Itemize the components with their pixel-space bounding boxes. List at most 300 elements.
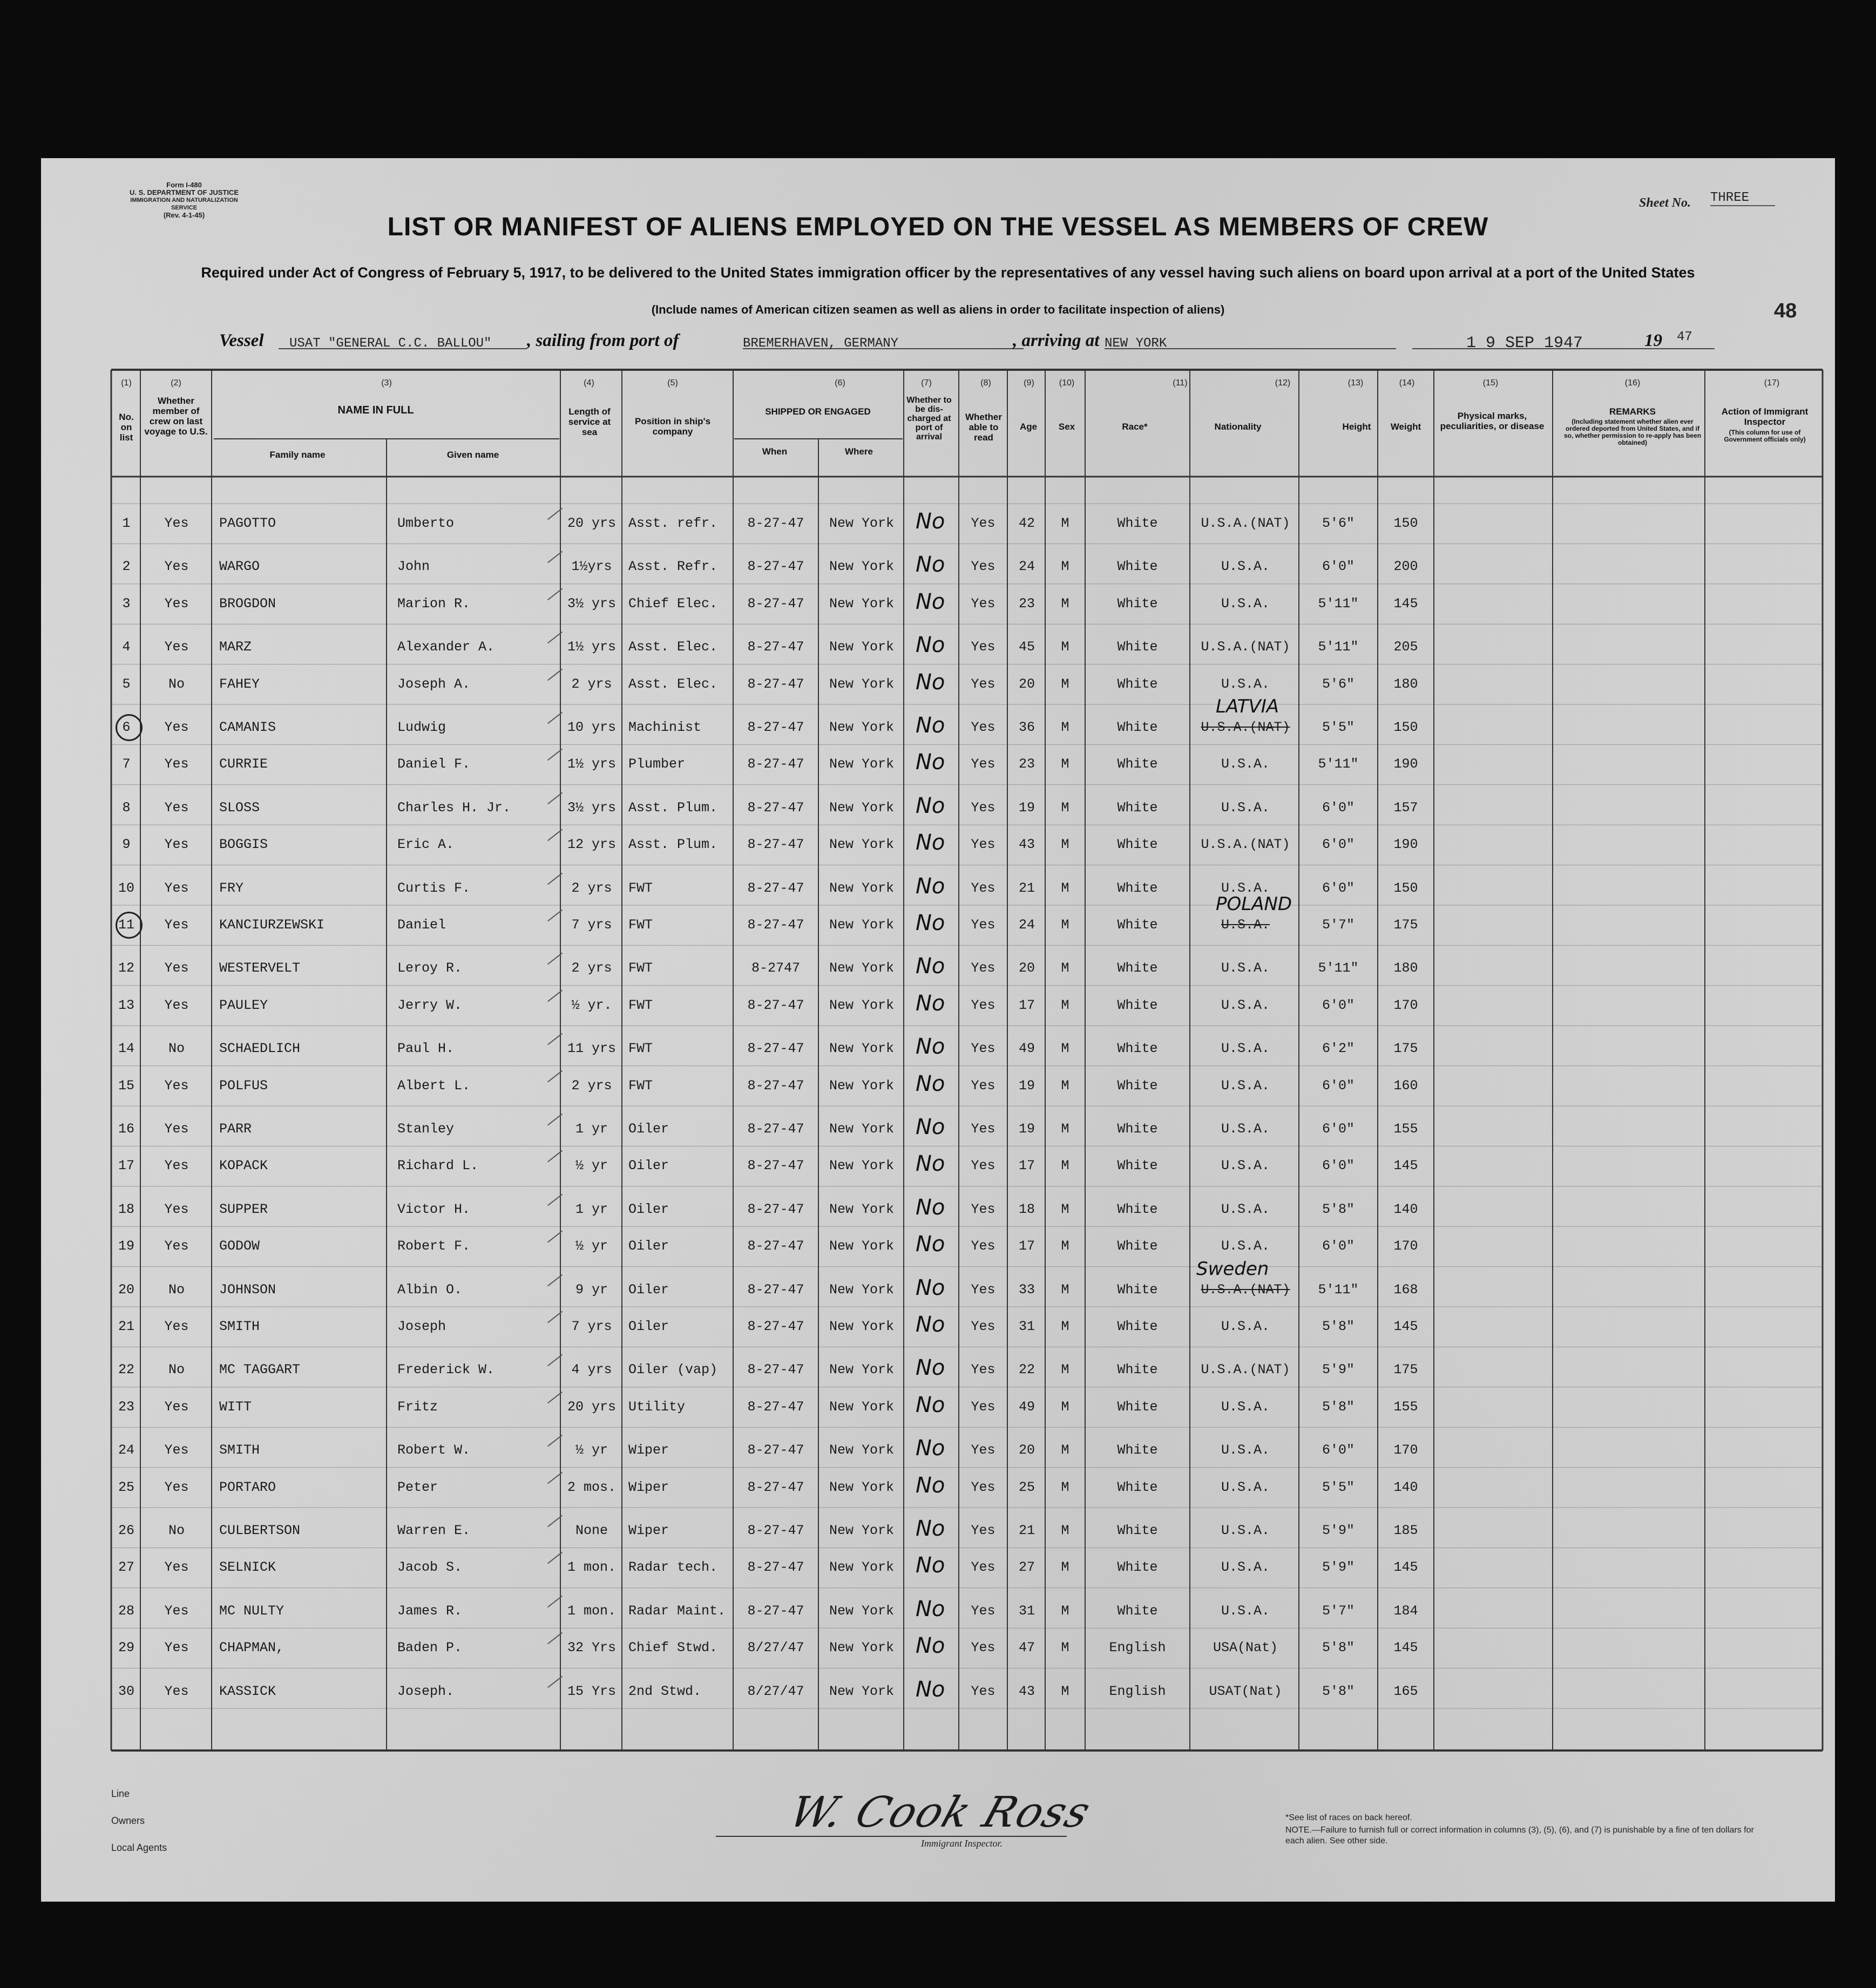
cell-where: New York bbox=[829, 1603, 895, 1619]
cell-race: White bbox=[1117, 837, 1158, 853]
cell-service: ½ yr. bbox=[571, 997, 612, 1013]
cell-age: 31 bbox=[1018, 1603, 1035, 1619]
cell-weight: 168 bbox=[1393, 1281, 1418, 1298]
col-num: (1) bbox=[121, 378, 132, 388]
cell-weight: 150 bbox=[1393, 880, 1418, 896]
cell-sex: M bbox=[1061, 1640, 1069, 1656]
cell-position: Oiler bbox=[628, 1281, 669, 1298]
cell-where: New York bbox=[829, 917, 895, 933]
row-number-circle bbox=[116, 714, 143, 741]
cell-read: Yes bbox=[971, 997, 995, 1013]
cell-height: 5'5" bbox=[1322, 720, 1354, 735]
note-label: NOTE. bbox=[1285, 1826, 1312, 1835]
cell-member: Yes bbox=[164, 1121, 189, 1137]
cell-sex: M bbox=[1061, 1362, 1069, 1378]
cell-member: No bbox=[168, 676, 185, 692]
cell-when: 8-2747 bbox=[751, 960, 800, 976]
cell-height: 5'11" bbox=[1318, 756, 1359, 772]
cell-when: 8-27-47 bbox=[747, 559, 804, 575]
cell-sex: M bbox=[1061, 639, 1069, 655]
cell-nationality: U.S.A. bbox=[1221, 1442, 1270, 1458]
cell-sex: M bbox=[1061, 720, 1069, 735]
cell-member: Yes bbox=[164, 1603, 189, 1619]
cell-age: 43 bbox=[1018, 837, 1035, 853]
cell-given: Albin O. bbox=[397, 1281, 463, 1298]
form-revision: (Rev. 4-1-45) bbox=[163, 211, 205, 219]
cell-sex: M bbox=[1061, 1442, 1069, 1458]
cell-discharged: No bbox=[916, 750, 945, 775]
cell-position: Asst. Elec. bbox=[628, 676, 718, 692]
cell-no: 24 bbox=[118, 1442, 134, 1458]
cell-nationality: U.S.A.(NAT) bbox=[1201, 1362, 1290, 1378]
cell-member: Yes bbox=[164, 1479, 189, 1495]
cell-sex: M bbox=[1061, 1158, 1069, 1174]
cell-no: 9 bbox=[122, 837, 131, 853]
col-num: (16) bbox=[1624, 378, 1641, 388]
cell-nationality: U.S.A. bbox=[1221, 1041, 1270, 1057]
arriving-value: NEW YORK bbox=[1105, 336, 1167, 351]
cell-position: Chief Elec. bbox=[628, 595, 718, 612]
cell-nationality: U.S.A. bbox=[1221, 1238, 1270, 1254]
cell-nationality: U.S.A. bbox=[1221, 1479, 1270, 1495]
cell-race: White bbox=[1117, 515, 1158, 531]
cell-service: 1½yrs bbox=[571, 559, 612, 575]
header-position: Position in ship's company bbox=[634, 416, 711, 437]
cell-family: KANCIURZEWSKI bbox=[219, 917, 325, 933]
cell-given: Umberto bbox=[397, 515, 455, 531]
cell-where: New York bbox=[829, 720, 895, 735]
cell-sex: M bbox=[1061, 676, 1069, 692]
cell-when: 8-27-47 bbox=[747, 756, 804, 772]
cell-nationality: U.S.A. bbox=[1221, 799, 1270, 816]
cell-when: 8-27-47 bbox=[747, 1559, 804, 1576]
cell-family: KASSICK bbox=[219, 1683, 276, 1699]
cell-no: 25 bbox=[118, 1479, 134, 1495]
inspector-signature: W. Cook Ross bbox=[783, 1788, 1098, 1837]
cell-race: White bbox=[1117, 676, 1158, 692]
cell-discharged: No bbox=[916, 1232, 945, 1257]
cell-read: Yes bbox=[971, 1683, 995, 1699]
department-name: U. S. DEPARTMENT OF JUSTICE bbox=[130, 188, 239, 196]
cell-when: 8-27-47 bbox=[747, 1479, 804, 1495]
cell-no: 22 bbox=[118, 1362, 134, 1378]
cell-where: New York bbox=[829, 676, 895, 692]
cell-no: 20 bbox=[118, 1281, 134, 1298]
cell-weight: 155 bbox=[1393, 1121, 1418, 1137]
header-weight: Weight bbox=[1390, 422, 1421, 432]
cell-position: Wiper bbox=[628, 1523, 669, 1538]
cell-no: 4 bbox=[122, 639, 131, 655]
cell-race: English bbox=[1109, 1640, 1166, 1656]
cell-height: 6'0" bbox=[1322, 1238, 1354, 1254]
sailing-value: BREMERHAVEN, GERMANY bbox=[743, 336, 899, 351]
cell-read: Yes bbox=[971, 1238, 995, 1254]
cell-nationality: U.S.A. bbox=[1221, 960, 1270, 976]
cell-height: 6'2" bbox=[1322, 1041, 1354, 1057]
cell-service: 12 yrs bbox=[567, 837, 616, 853]
cell-no: 19 bbox=[118, 1238, 134, 1254]
cell-age: 22 bbox=[1018, 1362, 1035, 1378]
cell-service: 7 yrs bbox=[571, 1319, 612, 1334]
include-note: (Include names of American citizen seamen as well as aliens in order to facilitate inspection of aliens) bbox=[651, 303, 1225, 316]
cell-discharged: No bbox=[916, 589, 945, 614]
cell-nationality: U.S.A. bbox=[1221, 595, 1270, 612]
cell-family: POLFUS bbox=[219, 1077, 268, 1094]
header-age: Age bbox=[1019, 422, 1038, 432]
cell-weight: 140 bbox=[1393, 1479, 1418, 1495]
cell-family: FAHEY bbox=[219, 676, 260, 692]
col-num: (8) bbox=[980, 378, 991, 388]
cell-service: 2 yrs bbox=[571, 676, 612, 692]
row-number-circle bbox=[116, 912, 143, 939]
cell-nationality: U.S.A. bbox=[1221, 1158, 1270, 1174]
header-sex: Sex bbox=[1058, 422, 1075, 432]
cell-given: Peter bbox=[397, 1479, 438, 1495]
cell-age: 42 bbox=[1018, 515, 1035, 531]
cell-when: 8-27-47 bbox=[747, 1238, 804, 1254]
cell-height: 6'0" bbox=[1322, 559, 1354, 575]
cell-discharged: No bbox=[916, 1312, 945, 1337]
cell-discharged: No bbox=[916, 793, 945, 818]
date-stamp: 1 9 SEP 1947 bbox=[1466, 334, 1583, 352]
cell-family: CHAPMAN, bbox=[219, 1640, 285, 1656]
cell-given: Marion R. bbox=[397, 595, 471, 612]
cell-sex: M bbox=[1061, 917, 1069, 933]
cell-given: Jerry W. bbox=[397, 997, 463, 1013]
cell-service: 2 mos. bbox=[567, 1479, 616, 1495]
header-shipped: SHIPPED OR ENGAGED bbox=[765, 406, 871, 417]
cell-when: 8-27-47 bbox=[747, 917, 804, 933]
cell-no: 7 bbox=[122, 756, 131, 772]
cell-family: PAULEY bbox=[219, 997, 268, 1013]
cell-sex: M bbox=[1061, 1479, 1069, 1495]
cell-no: 23 bbox=[118, 1399, 134, 1415]
cell-given: Paul H. bbox=[397, 1041, 455, 1057]
header-given-name: Given name bbox=[446, 450, 499, 460]
cell-position: Oiler bbox=[628, 1238, 669, 1254]
cell-member: Yes bbox=[164, 756, 189, 772]
cell-service: 32 Yrs bbox=[567, 1640, 616, 1656]
cell-height: 6'0" bbox=[1322, 880, 1354, 896]
cell-service: 2 yrs bbox=[571, 880, 612, 896]
cell-where: New York bbox=[829, 1281, 895, 1298]
cell-discharged: No bbox=[916, 669, 945, 695]
cell-weight: 184 bbox=[1393, 1603, 1418, 1619]
cell-family: WITT bbox=[219, 1399, 252, 1415]
cell-no: 26 bbox=[118, 1523, 134, 1538]
cell-discharged: No bbox=[916, 1151, 945, 1177]
cell-weight: 140 bbox=[1393, 1201, 1418, 1217]
cell-height: 6'0" bbox=[1322, 1077, 1354, 1094]
cell-nationality: U.S.A. bbox=[1221, 1121, 1270, 1137]
cell-service: None bbox=[575, 1523, 608, 1538]
cell-where: New York bbox=[829, 1640, 895, 1656]
cell-race: White bbox=[1117, 1479, 1158, 1495]
cell-given: Richard L. bbox=[397, 1158, 479, 1174]
cell-where: New York bbox=[829, 880, 895, 896]
cell-discharged: No bbox=[916, 830, 945, 856]
cell-race: White bbox=[1117, 880, 1158, 896]
cell-when: 8-27-47 bbox=[747, 1399, 804, 1415]
cell-position: Oiler bbox=[628, 1201, 669, 1217]
cell-when: 8-27-47 bbox=[747, 1319, 804, 1334]
cell-nationality: U.S.A. bbox=[1221, 756, 1270, 772]
cell-service: 1 mon. bbox=[567, 1559, 616, 1576]
cell-service: 1 yr bbox=[575, 1201, 608, 1217]
cell-family: PAGOTTO bbox=[219, 515, 276, 531]
cell-no: 3 bbox=[122, 595, 131, 612]
cell-member: Yes bbox=[164, 1683, 189, 1699]
cell-weight: 180 bbox=[1393, 676, 1418, 692]
cell-position: FWT bbox=[628, 917, 653, 933]
cell-given: Robert F. bbox=[397, 1238, 471, 1254]
col-num: (5) bbox=[667, 378, 678, 388]
cell-where: New York bbox=[829, 1319, 895, 1334]
cell-position: Machinist bbox=[628, 720, 702, 735]
cell-sex: M bbox=[1061, 1559, 1069, 1576]
cell-when: 8/27/47 bbox=[747, 1683, 804, 1699]
cell-nationality: U.S.A.(NAT) bbox=[1201, 720, 1290, 735]
cell-member: Yes bbox=[164, 1201, 189, 1217]
cell-member: Yes bbox=[164, 1238, 189, 1254]
header-race: Race* bbox=[1122, 422, 1148, 432]
cell-age: 23 bbox=[1018, 756, 1035, 772]
cell-sex: M bbox=[1061, 595, 1069, 612]
cell-race: White bbox=[1117, 1362, 1158, 1378]
cell-member: Yes bbox=[164, 559, 189, 575]
cell-weight: 175 bbox=[1393, 1041, 1418, 1057]
cell-family: CAMANIS bbox=[219, 720, 276, 735]
cell-given: Joseph A. bbox=[397, 676, 471, 692]
header-action: Action of Immigrant Inspector bbox=[1721, 406, 1809, 427]
cell-age: 21 bbox=[1018, 880, 1035, 896]
cell-discharged: No bbox=[916, 1115, 945, 1139]
cell-family: BOGGIS bbox=[219, 837, 268, 853]
cell-service: 11 yrs bbox=[567, 1041, 616, 1057]
nationality-correction: Sweden bbox=[1196, 1258, 1269, 1280]
cell-where: New York bbox=[829, 960, 895, 976]
cell-discharged: No bbox=[916, 1071, 945, 1096]
note-text: —Failure to furnish full or correct information in columns (3), (5), (6), and (7) is punishable by a fine of ten dollars for each alien. See other side. bbox=[1285, 1826, 1754, 1845]
cell-where: New York bbox=[829, 515, 895, 531]
cell-member: Yes bbox=[164, 1158, 189, 1174]
cell-discharged: No bbox=[916, 1677, 945, 1702]
cell-read: Yes bbox=[971, 917, 995, 933]
cell-family: SMITH bbox=[219, 1442, 260, 1458]
cell-nationality: U.S.A. bbox=[1221, 1603, 1270, 1619]
cell-race: White bbox=[1117, 1559, 1158, 1576]
cell-nationality: U.S.A.(NAT) bbox=[1201, 639, 1290, 655]
cell-when: 8-27-47 bbox=[747, 997, 804, 1013]
cell-position: FWT bbox=[628, 960, 653, 976]
cell-weight: 200 bbox=[1393, 559, 1418, 575]
cell-when: 8-27-47 bbox=[747, 1523, 804, 1538]
cell-family: CURRIE bbox=[219, 756, 268, 772]
cell-when: 8-27-47 bbox=[747, 1158, 804, 1174]
cell-sex: M bbox=[1061, 1077, 1069, 1094]
cell-given: Daniel bbox=[397, 917, 446, 933]
cell-weight: 145 bbox=[1393, 1640, 1418, 1656]
cell-race: White bbox=[1117, 1319, 1158, 1334]
cell-service: 7 yrs bbox=[571, 917, 612, 933]
cell-age: 23 bbox=[1018, 595, 1035, 612]
cell-family: GODOW bbox=[219, 1238, 260, 1254]
header-nationality: Nationality bbox=[1214, 422, 1262, 432]
header-where: Where bbox=[845, 446, 873, 457]
col-num: (7) bbox=[921, 378, 932, 388]
cell-member: Yes bbox=[164, 960, 189, 976]
cell-read: Yes bbox=[971, 515, 995, 531]
cell-race: White bbox=[1117, 799, 1158, 816]
cell-service: 9 yr bbox=[575, 1281, 608, 1298]
cell-sex: M bbox=[1061, 880, 1069, 896]
cell-when: 8-27-47 bbox=[747, 639, 804, 655]
cell-when: 8-27-47 bbox=[747, 720, 804, 735]
cell-where: New York bbox=[829, 1362, 895, 1378]
cell-discharged: No bbox=[916, 1275, 945, 1300]
cell-service: 2 yrs bbox=[571, 1077, 612, 1094]
cell-nationality: U.S.A. bbox=[1221, 1201, 1270, 1217]
cell-where: New York bbox=[829, 1158, 895, 1174]
cell-given: Baden P. bbox=[397, 1640, 463, 1656]
cell-weight: 175 bbox=[1393, 1362, 1418, 1378]
cell-height: 5'9" bbox=[1322, 1523, 1354, 1538]
cell-race: White bbox=[1117, 997, 1158, 1013]
cell-where: New York bbox=[829, 1523, 895, 1538]
col-num: (2) bbox=[171, 378, 181, 388]
cell-when: 8-27-47 bbox=[747, 1077, 804, 1094]
cell-race: White bbox=[1117, 1238, 1158, 1254]
cell-weight: 180 bbox=[1393, 960, 1418, 976]
vessel-value: USAT "GENERAL C.C. BALLOU" bbox=[289, 336, 492, 351]
sheet-number-value: THREE bbox=[1710, 191, 1775, 206]
cell-member: Yes bbox=[164, 515, 189, 531]
cell-discharged: No bbox=[916, 1596, 945, 1621]
cell-where: New York bbox=[829, 799, 895, 816]
owners-label: Owners bbox=[111, 1815, 145, 1826]
nationality-correction: LATVIA bbox=[1216, 696, 1279, 717]
cell-age: 24 bbox=[1018, 559, 1035, 575]
cell-where: New York bbox=[829, 1442, 895, 1458]
cell-no: 30 bbox=[118, 1683, 134, 1699]
cell-weight: 170 bbox=[1393, 1442, 1418, 1458]
cell-discharged: No bbox=[916, 1355, 945, 1381]
line-label: Line bbox=[111, 1788, 130, 1799]
cell-member: Yes bbox=[164, 1077, 189, 1094]
cell-discharged: No bbox=[916, 873, 945, 899]
cell-read: Yes bbox=[971, 1640, 995, 1656]
cell-weight: 145 bbox=[1393, 595, 1418, 612]
cell-no: 6 bbox=[122, 720, 131, 735]
cell-position: FWT bbox=[628, 1077, 653, 1094]
cell-nationality: U.S.A. bbox=[1221, 1077, 1270, 1094]
header-length-service: Length of service at sea bbox=[568, 406, 611, 437]
race-note: *See list of races on back hereof. bbox=[1285, 1813, 1412, 1822]
cell-given: Albert L. bbox=[397, 1077, 471, 1094]
cell-where: New York bbox=[829, 1077, 895, 1094]
col-num: (3) bbox=[381, 378, 392, 388]
cell-no: 21 bbox=[118, 1319, 134, 1334]
cell-age: 20 bbox=[1018, 1442, 1035, 1458]
cell-family: SLOSS bbox=[219, 799, 260, 816]
cell-where: New York bbox=[829, 1201, 895, 1217]
cell-age: 31 bbox=[1018, 1319, 1035, 1334]
year-value: 47 bbox=[1677, 330, 1692, 344]
cell-discharged: No bbox=[916, 954, 945, 979]
cell-member: Yes bbox=[164, 720, 189, 735]
cell-sex: M bbox=[1061, 559, 1069, 575]
cell-given: Daniel F. bbox=[397, 756, 471, 772]
cell-member: Yes bbox=[164, 1319, 189, 1334]
cell-sex: M bbox=[1061, 1238, 1069, 1254]
cell-service: 1½ yrs bbox=[567, 639, 616, 655]
cell-height: 5'5" bbox=[1322, 1479, 1354, 1495]
cell-service: 1½ yrs bbox=[567, 756, 616, 772]
cell-given: Alexander A. bbox=[397, 639, 495, 655]
cell-given: Fritz bbox=[397, 1399, 438, 1415]
cell-age: 43 bbox=[1018, 1683, 1035, 1699]
cell-member: Yes bbox=[164, 837, 189, 853]
cell-given: Frederick W. bbox=[397, 1362, 495, 1378]
cell-height: 5'8" bbox=[1322, 1399, 1354, 1415]
cell-nationality: U.S.A. bbox=[1221, 1559, 1270, 1576]
cell-height: 5'8" bbox=[1322, 1319, 1354, 1334]
cell-family: WESTERVELT bbox=[219, 960, 301, 976]
cell-discharged: No bbox=[916, 1473, 945, 1498]
cell-service: 1 mon. bbox=[567, 1603, 616, 1619]
header-discharged: Whether to be dis-charged at port of arrival bbox=[906, 396, 952, 442]
cell-race: White bbox=[1117, 960, 1158, 976]
header-able-read: Whether able to read bbox=[965, 412, 1002, 443]
cell-when: 8-27-47 bbox=[747, 1121, 804, 1137]
cell-when: 8-27-47 bbox=[747, 1442, 804, 1458]
cell-member: Yes bbox=[164, 1399, 189, 1415]
header-physical: Physical marks, peculiarities, or disease bbox=[1440, 411, 1545, 431]
cell-member: Yes bbox=[164, 880, 189, 896]
cell-position: Radar Maint. bbox=[628, 1603, 726, 1619]
cell-position: FWT bbox=[628, 880, 653, 896]
cell-when: 8-27-47 bbox=[747, 595, 804, 612]
cell-when: 8-27-47 bbox=[747, 676, 804, 692]
cell-weight: 145 bbox=[1393, 1559, 1418, 1576]
cell-read: Yes bbox=[971, 799, 995, 816]
header-remarks-sub: (Including statement whether alien ever ordered deported from United States, and if so, whether permission to re-apply has been obtained) bbox=[1563, 418, 1702, 446]
cell-read: Yes bbox=[971, 1281, 995, 1298]
cell-discharged: No bbox=[916, 713, 945, 738]
cell-race: White bbox=[1117, 1603, 1158, 1619]
cell-height: 5'11" bbox=[1318, 639, 1359, 655]
cell-age: 21 bbox=[1018, 1523, 1035, 1538]
cell-position: Plumber bbox=[628, 756, 686, 772]
cell-age: 49 bbox=[1018, 1399, 1035, 1415]
cell-no: 11 bbox=[118, 917, 134, 933]
cell-discharged: No bbox=[916, 1436, 945, 1461]
cell-read: Yes bbox=[971, 595, 995, 612]
cell-position: Oiler (vap) bbox=[628, 1362, 718, 1378]
cell-sex: M bbox=[1061, 1041, 1069, 1057]
cell-when: 8-27-47 bbox=[747, 799, 804, 816]
cell-when: 8-27-47 bbox=[747, 1603, 804, 1619]
cell-age: 17 bbox=[1018, 997, 1035, 1013]
cell-no: 13 bbox=[118, 997, 134, 1013]
cell-service: 3½ yrs bbox=[567, 595, 616, 612]
cell-sex: M bbox=[1061, 997, 1069, 1013]
cell-height: 6'0" bbox=[1322, 997, 1354, 1013]
cell-read: Yes bbox=[971, 720, 995, 735]
cell-given: Curtis F. bbox=[397, 880, 471, 896]
cell-service: 10 yrs bbox=[567, 720, 616, 735]
cell-member: No bbox=[168, 1523, 185, 1538]
